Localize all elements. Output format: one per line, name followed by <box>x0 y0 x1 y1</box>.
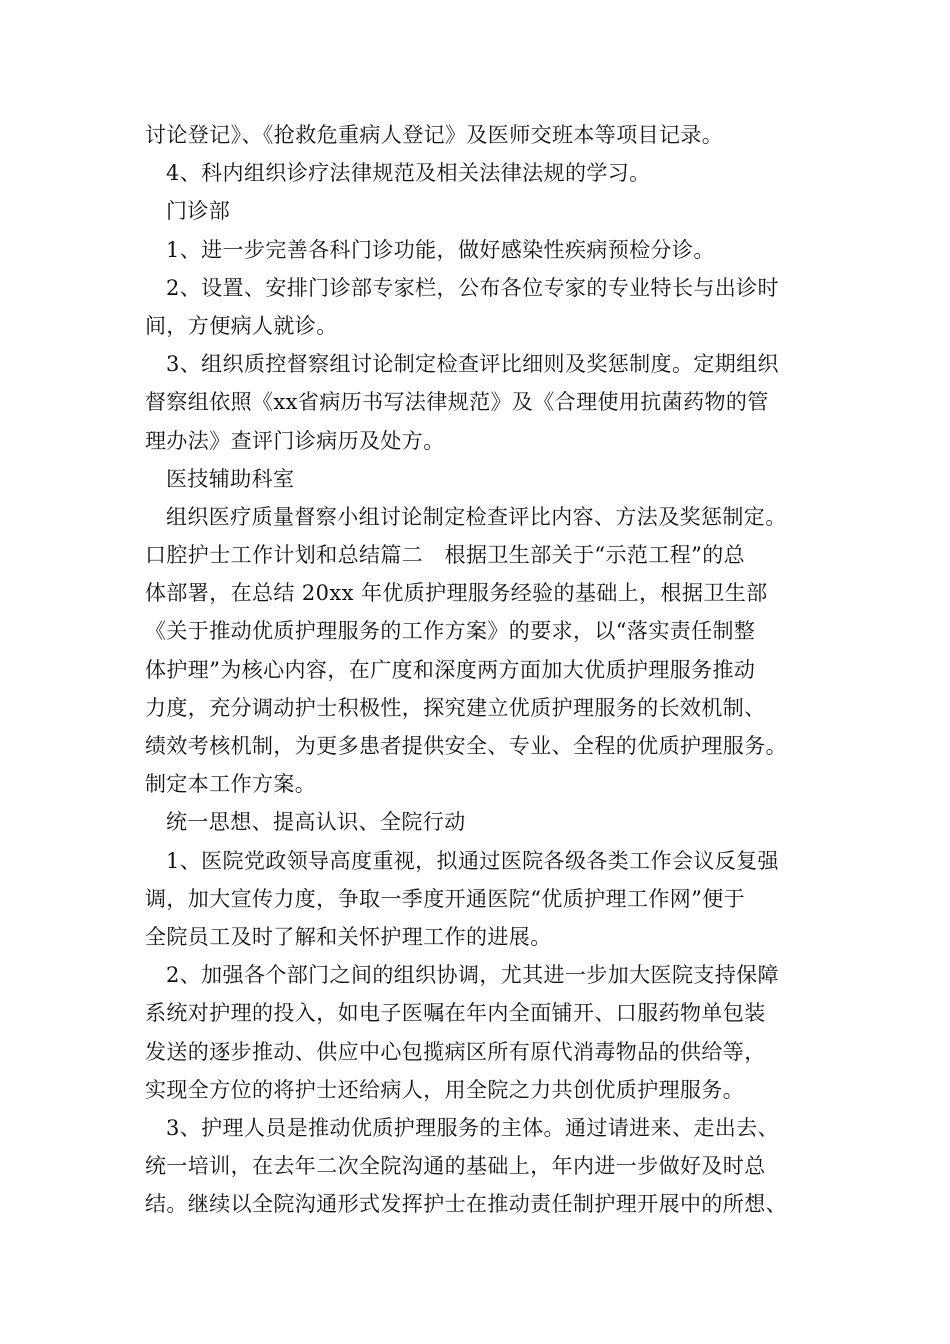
text-line: 调，加大宣传力度，争取一季度开通医院“优质护理工作网”便于 <box>145 886 746 911</box>
text-line: 统一培训，在去年二次全院沟通的基础上，年内进一步做好及时总 <box>145 1154 766 1179</box>
text-line: 体护理”为核心内容，在广度和深度两方面加大优质护理服务推动 <box>145 657 756 682</box>
document-body <box>145 116 835 1223</box>
text-line: 统一思想、提高认识、全院行动 <box>166 810 466 835</box>
text-line: 门诊部 <box>166 199 231 224</box>
text-line: 体部署，在总结 20xx 年优质护理服务经验的基础上，根据卫生部 <box>145 581 768 606</box>
text-line: 医技辅助科室 <box>166 466 295 491</box>
text-line: 督察组依照《xx省病历书写法律规范》及《合理使用抗菌药物的管 <box>145 390 769 415</box>
text-line: 制定本工作方案。 <box>145 772 317 797</box>
text-line: 讨论登记》、《抢救危重病人登记》及医师交班本等项目记录。 <box>145 123 724 147</box>
text-line: 4、科内组织诊疗法律规范及相关法律法规的学习。 <box>166 161 651 186</box>
text-line: 口腔护士工作计划和总结篇二 根据卫生部关于“示范工程”的总 <box>145 543 746 568</box>
text-line: 全院员工及时了解和关怀护理工作的进展。 <box>145 924 552 949</box>
text-line: 3、护理人员是推动优质护理服务的主体。通过请进来、走出去、 <box>166 1115 779 1140</box>
text-line: 发送的逐步推动、供应中心包揽病区所有原代消毒物品的供给等， <box>145 1039 766 1064</box>
text-line: 1、医院党政领导高度重视，拟通过医院各级各类工作会议反复强 <box>166 848 779 873</box>
text-line: 2、加强各个部门之间的组织协调，尤其进一步加大医院支持保障 <box>166 963 779 988</box>
text-line: 理办法》查评门诊病历及处方。 <box>145 428 445 453</box>
text-line: 2、设置、安排门诊部专家栏，公布各位专家的专业特长与出诊时 <box>166 275 779 300</box>
text-line: 绩效考核机制，为更多患者提供安全、专业、全程的优质护理服务。 <box>145 734 787 758</box>
text-line: 系统对护理的投入，如电子医嘱在年内全面铺开、口服药物单包装 <box>145 1001 766 1026</box>
text-line: 结。继续以全院沟通形式发挥护士在推动责任制护理开展中的所想、 <box>145 1192 787 1217</box>
text-line: 1、进一步完善各科门诊功能，做好感染性疾病预检分诊。 <box>166 237 715 262</box>
text-line: 《关于推动优质护理服务的工作方案》的要求，以“落实责任制整 <box>145 619 756 644</box>
text-line: 间，方便病人就诊。 <box>145 313 338 338</box>
text-line: 力度，充分调动护士积极性，探究建立优质护理服务的长效机制、 <box>145 695 766 720</box>
text-line: 3、组织质控督察组讨论制定检查评比细则及奖惩制度。定期组织 <box>166 352 779 377</box>
text-line: 组织医疗质量督察小组讨论制定检查评比内容、方法及奖惩制定。 <box>166 504 787 529</box>
text-line: 实现全方位的将护士还给病人，用全院之力共创优质护理服务。 <box>145 1077 745 1102</box>
